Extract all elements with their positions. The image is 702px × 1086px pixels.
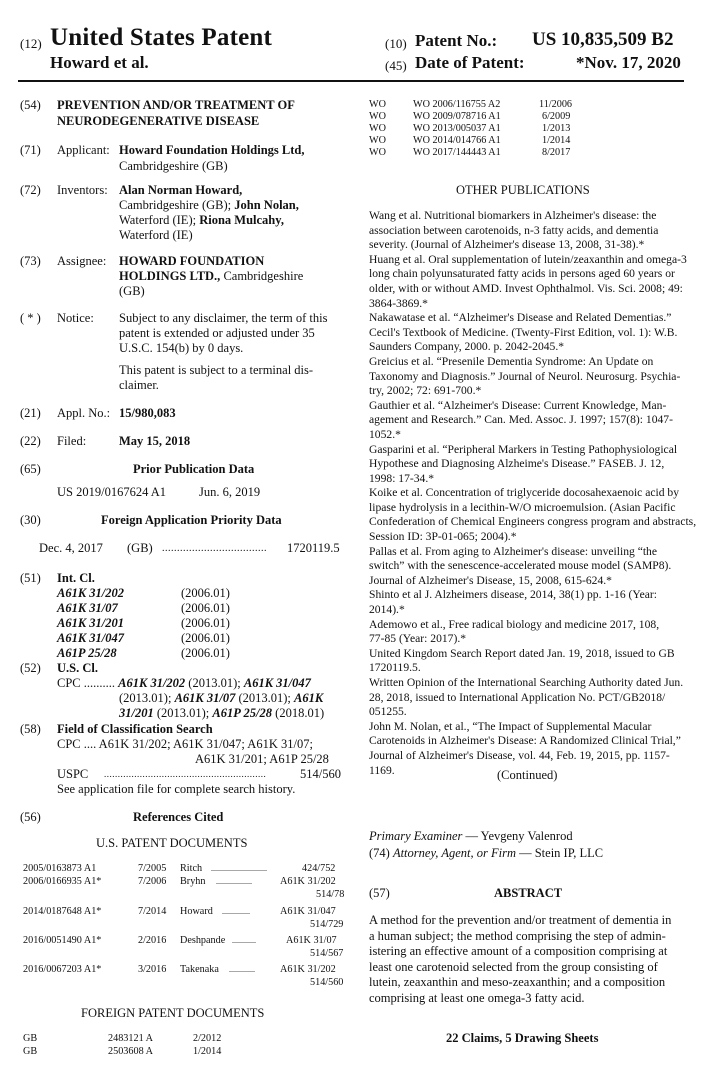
foreign-priority-country: (GB) (127, 541, 153, 555)
inventors-label: Inventors: (57, 183, 108, 197)
field-search-uspc-leader: ........................................................... (104, 769, 267, 779)
publication-line: Greicius et al. “Presenile Dementia Syndrome: An Update on (369, 354, 654, 368)
publication-line: Confederation of Chemical Engineers congress program and abstracts, (369, 515, 697, 529)
publication-entry (369, 253, 689, 311)
publication-line: 1998: 17-34.* (369, 471, 435, 485)
publication-line: Taxonomy and Diagnosis.” Journal of Neurol. Neurosurg. Psychia- (369, 369, 681, 383)
foreign-doc-number: WO 2009/078716 A1 (413, 111, 501, 122)
cpc-class: A61K 31/202 (118, 676, 186, 690)
foreign-doc-number: 2483121 A (108, 1033, 153, 1044)
other-publications-title: OTHER PUBLICATIONS (456, 183, 590, 197)
foreign-priority-title: Foreign Application Priority Data (101, 513, 282, 527)
field-search-note: See application file for complete search history. (57, 782, 296, 796)
notice-line-1: Subject to any disclaimer, the term of this (119, 311, 328, 325)
int-cl-class: A61K 31/202 (57, 586, 125, 600)
us-doc-date: 3/2016 (138, 964, 167, 975)
notice-line-5: claimer. (119, 378, 159, 392)
foreign-doc-date: 6/2009 (542, 111, 571, 122)
us-doc-date: 2/2016 (138, 935, 167, 946)
foreign-doc-date: 1/2014 (542, 135, 571, 146)
int-cl-class: A61K 31/201 (57, 616, 125, 630)
us-doc-name: Deshpande (180, 935, 226, 946)
publication-line: Ademowo et al., Free radical biology and medicine 2017, 108, (369, 617, 660, 631)
foreign-doc-number: WO 2014/014766 A1 (413, 135, 501, 146)
us-doc-class: A61K 31/07 (286, 935, 337, 946)
inventor-line-2 (119, 198, 299, 214)
cpc-version: (2013.01); (185, 676, 244, 690)
foreign-doc-date: 1/2013 (542, 123, 571, 134)
claims-summary: 22 Claims, 5 Drawing Sheets (446, 1031, 599, 1045)
title-line-2: NEURODEGENERATIVE DISEASE (57, 114, 260, 128)
foreign-docs-title: FOREIGN PATENT DOCUMENTS (81, 1006, 265, 1020)
assignee-location: Cambridgeshire (220, 269, 304, 283)
publication-entry (369, 443, 689, 487)
cpc-class: A61K 31/047 (243, 676, 311, 690)
publication-entry (369, 618, 689, 647)
code-51: (51) (20, 571, 41, 585)
abstract-line: A method for the prevention and/or treatment of dementia in (369, 913, 672, 927)
field-search-uspc-value: 514/560 (300, 767, 341, 781)
us-doc-leader: ............................ (211, 864, 267, 873)
publication-line: United Kingdom Search Report dated Jan. 19, 2018, issued to GB (369, 646, 675, 660)
publication-line: agement and Research.” Can. Med. Assoc. J. 1997; 157(8): 1047- (369, 413, 673, 427)
int-cl-version: (2006.01) (181, 616, 230, 630)
us-doc-class-2: 514/560 (310, 977, 344, 988)
filed-date: May 15, 2018 (119, 434, 191, 448)
assignee-name-2: HOLDINGS LTD., (119, 269, 221, 283)
foreign-doc-country: WO (369, 123, 386, 134)
cpc-version: (2018.01) (272, 706, 325, 720)
references-title: References Cited (133, 810, 224, 824)
code-71: (71) (20, 143, 41, 157)
notice-label: Notice: (57, 311, 94, 325)
us-doc-number: 2016/0051490 A1* (23, 935, 102, 946)
code-12: (12) (20, 36, 42, 51)
foreign-doc-country: WO (369, 99, 386, 110)
publication-line: Hypothese and Diagnosing Alzheime's Disease.” FASEB. J. 12, (369, 457, 665, 471)
assignee-country: (GB) (119, 284, 145, 298)
foreign-doc-date: 2/2012 (193, 1033, 222, 1044)
inventor-3: Riona Mulcahy, (199, 213, 284, 227)
foreign-priority-leader: ................................... (162, 543, 267, 554)
publication-line: severity. (Journal of Alzheimer's disease 13, 2008, 31-38).* (369, 238, 645, 252)
code-56: (56) (20, 810, 41, 824)
us-doc-leader: .............. (222, 907, 250, 916)
foreign-doc-country: WO (369, 147, 386, 158)
primary-examiner (369, 829, 573, 845)
us-doc-date: 7/2005 (138, 863, 167, 874)
other-publications-list (369, 209, 697, 778)
int-cl-class: A61P 25/28 (57, 646, 117, 660)
field-search-cpc-1: CPC .... A61K 31/202; A61K 31/047; A61K 31/07; (57, 737, 313, 751)
us-cl-title: U.S. Cl. (57, 661, 98, 675)
code-30: (30) (20, 513, 41, 527)
patent-type-title: United States Patent (50, 24, 273, 51)
publication-line: Shinto et al J. Alzheimers disease, 2014, 38(1) pp. 1-16 (Year: (369, 588, 657, 602)
authors: Howard et al. (50, 53, 149, 72)
inventor-2-location: Waterford (IE); (119, 213, 200, 227)
header-rule (18, 80, 684, 82)
us-doc-leader: .................. (216, 877, 252, 886)
publication-entry (369, 545, 689, 589)
abstract-line: a human subject; the method comprising the step of admin- (369, 928, 666, 943)
foreign-doc-date: 1/2014 (193, 1046, 222, 1057)
inventor-line-3 (119, 213, 284, 229)
foreign-doc-country: GB (23, 1046, 38, 1057)
cpc-line-1 (57, 676, 311, 692)
cpc-line-3 (119, 706, 324, 722)
foreign-doc-number: WO 2017/144443 A1 (413, 147, 501, 158)
cpc-line-2 (119, 691, 323, 707)
publication-line: Saunders Company, 2000. p. 2042-2045.* (369, 340, 565, 354)
appl-no-label: Appl. No.: (57, 406, 111, 420)
publication-line: 1052.* (369, 427, 401, 441)
us-doc-leader: ............. (229, 965, 255, 974)
patent-number: US 10,835,509 B2 (532, 29, 674, 50)
cpc-version: (2013.01); (153, 706, 213, 720)
inventor-1-location: Cambridgeshire (GB); (119, 198, 235, 212)
publication-entry (369, 647, 689, 676)
field-search-cpc-2: A61K 31/201; A61P 25/28 (195, 752, 329, 766)
examiner-name: — Yevgeny Valenrod (465, 829, 573, 843)
publication-line: 2014).* (369, 603, 405, 617)
publication-line: Cecil's Textbook of Medicine. (Twenty-First Edition, vol. 1): W.B. (369, 325, 678, 339)
assignee-label: Assignee: (57, 254, 107, 268)
patent-number-label: Patent No.: (415, 31, 498, 50)
publication-line: Wang et al. Nutritional biomarkers in Alzheimer's disease: the (369, 209, 657, 222)
us-doc-date: 7/2006 (138, 876, 167, 887)
prior-publication-number: US 2019/0167624 A1 (57, 485, 167, 499)
foreign-doc-number: 2503608 A (108, 1046, 153, 1057)
publication-line: 1720119.5. (369, 661, 421, 675)
date-of-patent: *Nov. 17, 2020 (576, 53, 681, 72)
code-58: (58) (20, 722, 41, 736)
code-72: (72) (20, 183, 41, 197)
us-doc-name: Takenaka (180, 964, 219, 975)
inventor-2: John Nolan, (234, 198, 299, 212)
publication-line: Koike et al. Concentration of triglyceride docosahexaenoic acid by (369, 486, 680, 500)
publication-line: 77-85 (Year: 2017).* (369, 632, 467, 646)
foreign-doc-country: WO (369, 135, 386, 146)
abstract-line: least one carotenoid selected from the group consisting of (369, 959, 658, 974)
publication-line: John M. Nolan, et al., “The Impact of Supplemental Macular (369, 719, 652, 733)
us-doc-number: 2016/0067203 A1* (23, 964, 102, 975)
continued-label: (Continued) (497, 768, 558, 782)
abstract-text (369, 913, 691, 1006)
publication-entry (369, 486, 697, 544)
appl-no: 15/980,083 (119, 406, 176, 420)
publication-entry (369, 311, 689, 355)
us-doc-class: A61K 31/047 (280, 906, 336, 917)
attorney-name: — Stein IP, LLC (519, 846, 604, 860)
cpc-version: (2013.01); (235, 691, 295, 705)
publication-line: Gasparini et al. “Peripheral Markers in Testing Pathophysiological (369, 442, 678, 456)
assignee-line-2 (119, 269, 303, 285)
prior-publication-date: Jun. 6, 2019 (199, 485, 261, 499)
foreign-doc-number: WO 2013/005037 A1 (413, 123, 501, 134)
publication-line: Carotenoids in Alzheimer's Disease: A Randomized Clinical Trial,” (369, 734, 681, 748)
date-of-patent-label: Date of Patent: (415, 53, 525, 72)
code-22: (22) (20, 434, 41, 448)
abstract-line: istering an effective amount of a composition comprising at (369, 944, 668, 958)
publication-line: Pallas et al. From aging to Alzheimer's disease: unveiling “the (369, 544, 658, 558)
foreign-doc-country: GB (23, 1033, 38, 1044)
code-21: (21) (20, 406, 41, 420)
int-cl-title: Int. Cl. (57, 571, 95, 585)
notice-line-4: This patent is subject to a terminal dis- (119, 363, 314, 377)
foreign-doc-number: WO 2006/116755 A2 (413, 99, 501, 110)
publication-line: Written Opinion of the International Searching Authority dated Jun. (369, 676, 684, 689)
notice-code: ( * ) (20, 311, 41, 325)
us-doc-class-2: 514/729 (310, 919, 344, 930)
publication-entry (369, 399, 689, 443)
applicant-name: Howard Foundation Holdings Ltd, (119, 143, 305, 157)
publication-line: association between carotenoids, n-3 fatty acids, and dementia (369, 223, 659, 237)
abstract-title: ABSTRACT (494, 886, 563, 900)
publication-line: Session ID: 3P-01-065; 2004).* (369, 530, 517, 544)
abstract-line: lutein, zeaxanthin and meso-zeaxanthin; and a composition (369, 975, 666, 989)
notice-line-3: U.S.C. 154(b) by 0 days. (119, 341, 244, 355)
publication-line: Huang et al. Oral supplementation of lutein/zeaxanthin and omega-3 (369, 252, 687, 266)
abstract-line: comprising at least one omega-3 fatty acid. (369, 990, 585, 1005)
code-73: (73) (20, 254, 41, 268)
publication-line: 051255. (369, 705, 407, 719)
int-cl-class: A61K 31/047 (57, 631, 125, 645)
code-65: (65) (20, 462, 41, 476)
us-docs-title: U.S. PATENT DOCUMENTS (96, 836, 248, 850)
foreign-priority-number: 1720119.5 (287, 541, 340, 555)
us-doc-name: Bryhn (180, 876, 206, 887)
attorney-code: (74) (369, 846, 390, 860)
cpc-class: A61P 25/28 (212, 706, 273, 720)
field-search-title: Field of Classification Search (57, 722, 213, 736)
publication-entry (369, 355, 689, 399)
int-cl-version: (2006.01) (181, 601, 230, 615)
publication-line: Gauthier et al. “Alzheimer's Disease: Current Knowledge, Man- (369, 398, 667, 412)
us-doc-number: 2006/0166935 A1* (23, 876, 102, 887)
publication-line: older, with or without AMD. Invest Ophthalmol. Vis. Sci. 2008; 49: (369, 281, 683, 295)
cpc-version: (2013.01); (119, 691, 175, 705)
us-doc-name: Howard (180, 906, 213, 917)
foreign-doc-country: WO (369, 111, 386, 122)
assignee-name: HOWARD FOUNDATION (119, 254, 265, 268)
publication-line: Journal of Alzheimer's Disease, vol. 44, Feb. 19, 2015, pp. 1157- (369, 748, 670, 762)
filed-label: Filed: (57, 434, 87, 448)
prior-publication-title: Prior Publication Data (133, 462, 255, 476)
notice-line-2: patent is extended or adjusted under 35 (119, 326, 315, 340)
us-doc-leader: ............ (232, 936, 256, 945)
publication-line: Journal of Alzheimer's Disease, 15, 2008, 615-624.* (369, 573, 612, 587)
us-doc-class-2: 514/78 (316, 889, 345, 900)
publication-line: long chain polyunsaturated fatty acids in persons aged 60 years or (369, 267, 675, 281)
code-54: (54) (20, 98, 41, 112)
cpc-prefix: CPC .......... (57, 676, 116, 690)
publication-line: 1169. (369, 763, 395, 777)
int-cl-version: (2006.01) (181, 586, 230, 600)
field-search-uspc-label: USPC (57, 767, 89, 781)
foreign-doc-date: 8/2017 (542, 147, 571, 158)
inventor-3-location: Waterford (IE) (119, 228, 193, 242)
foreign-priority-date: Dec. 4, 2017 (39, 541, 103, 555)
int-cl-version: (2006.01) (181, 646, 230, 660)
attorney-line (369, 846, 603, 862)
us-doc-number: 2005/0163873 A1 (23, 863, 97, 874)
cpc-class: A61K (294, 691, 324, 705)
inventor-1: Alan Norman Howard, (119, 183, 243, 197)
publication-line: switch” with the senescence-accelerated mouse model (SAMP8). (369, 559, 672, 573)
title-line-1: PREVENTION AND/OR TREATMENT OF (57, 98, 295, 112)
publication-entry (369, 588, 689, 617)
publication-entry (369, 209, 689, 253)
attorney-label: Attorney, Agent, or Firm (392, 846, 516, 860)
publication-line: Nakawatase et al. “Alzheimer's Disease and Related Dementias.” (369, 311, 672, 325)
publication-line: 28, 2018, issued to International Application No. PCT/GB2018/ (369, 690, 666, 704)
foreign-doc-date: 11/2006 (539, 99, 573, 110)
publication-line: try, 2002; 72: 691-700.* (369, 384, 482, 398)
us-doc-class-2: 514/567 (310, 948, 344, 959)
us-doc-number: 2014/0187648 A1* (23, 906, 102, 917)
applicant-label: Applicant: (57, 143, 110, 157)
code-52: (52) (20, 661, 41, 675)
code-57: (57) (369, 886, 390, 900)
us-doc-name: Ritch (180, 863, 203, 874)
us-doc-class: 424/752 (302, 863, 336, 874)
int-cl-class: A61K 31/07 (57, 601, 118, 615)
cpc-class: A61K 31/07 (174, 691, 236, 705)
examiner-label: Primary Examiner (369, 829, 463, 843)
int-cl-version: (2006.01) (181, 631, 230, 645)
publication-line: 3864-3869.* (369, 296, 428, 310)
code-45: (45) (385, 58, 407, 73)
publication-entry (369, 676, 689, 720)
applicant-location: Cambridgeshire (GB) (119, 159, 228, 173)
publication-line: lipase hydrolysis in a lecithin-W/O microemulsion. (Asian Pacific (369, 500, 676, 514)
us-doc-class: A61K 31/202 (280, 964, 336, 975)
us-doc-class: A61K 31/202 (280, 876, 336, 887)
cpc-class: 31/201 (119, 706, 154, 720)
code-10: (10) (385, 36, 407, 51)
us-doc-date: 7/2014 (138, 906, 167, 917)
